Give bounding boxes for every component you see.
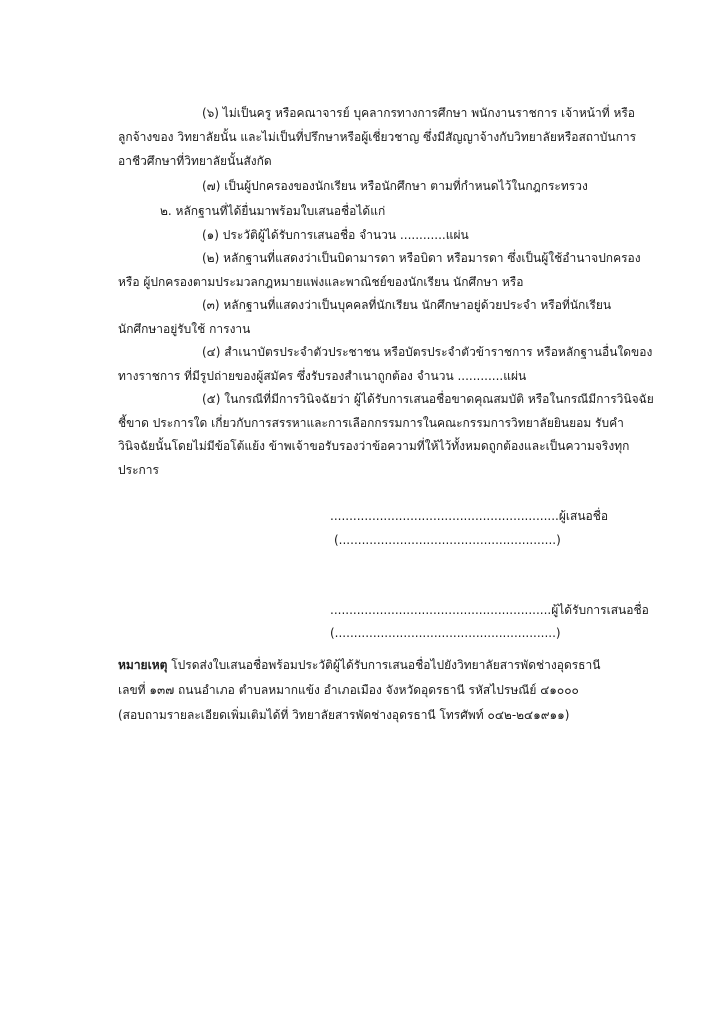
note-line-1	[118, 657, 600, 673]
evidence-item-2-line-1: (๒) หลักฐานที่แสดงว่าเป็นบิดามารดา หรือบิดา หรือมารดา ซึ่งเป็นผู้ใช้อำนาจปกครอง	[202, 251, 641, 265]
nominator-signature-line: ............................................................ผู้เสนอชื่อ	[330, 509, 609, 523]
nominee-signature-line: ..........................................................ผู้ได้รับการเสนอชื่อ	[330, 603, 649, 617]
item-6-line-2: ลูกจ้างของ วิทยาลัยนั้น และไม่เป็นที่ปรึกษาหรือผู้เชี่ยวชาญ ซึ่งมีสัญญาจ้างกับวิทยาลัยหรือสถาบันการ	[118, 130, 637, 144]
evidence-item-5-line-3: วินิจฉัยนั้นโดยไม่มีข้อโต้แย้ง ข้าพเจ้าขอรับรองว่าข้อความที่ให้ไว้ทั้งหมดถูกต้องและเป็นความจริงทุก	[118, 439, 630, 453]
note-label: หมายเหตุ	[118, 658, 168, 672]
evidence-item-1: (๑) ประวัติผู้ได้รับการเสนอชื่อ จำนวน ............แผ่น	[202, 228, 469, 242]
evidence-item-5-line-2: ชี้ขาด ประการใด เกี่ยวกับการสรรหาและการเลือกกรรมการในคณะกรรมการวิทยาลัยยินยอม รับคำ	[118, 416, 624, 430]
note-line-3: (สอบถามรายละเอียดเพิ่มเติมได้ที่ วิทยาลัยสารพัดช่างอุดรธานี โทรศัพท์ ๐๔๒-๒๔๑๙๑๑)	[118, 708, 570, 722]
evidence-item-3-line-2: นักศึกษาอยู่รับใช้ การงาน	[118, 322, 251, 336]
evidence-item-4-line-1: (๔) สำเนาบัตรประจำตัวประชาชน หรือบัตรประจำตัวข้าราชการ หรือหลักฐานอื่นใดของ	[202, 345, 653, 359]
item-6-line-1: (๖) ไม่เป็นครู หรือคณาจารย์ บุคลากรทางการศึกษา พนักงานราชการ เจ้าหน้าที่ หรือ	[202, 106, 636, 120]
item-6-line-3: อาชีวศึกษาที่วิทยาลัยนั้นสังกัด	[118, 154, 272, 168]
note-line-2: เลขที่ ๑๓๗ ถนนอำเภอ ตำบลหมากแข้ง อำเภอเมือง จังหวัดอุดรธานี รหัสไปรษณีย์ ๔๑๐๐๐	[118, 683, 579, 697]
evidence-item-2-line-2: หรือ ผู้ปกครองตามประมวลกฎหมายแพ่งและพาณิชย์ของนักเรียน นักศึกษา หรือ	[118, 275, 524, 289]
evidence-item-4-line-2: ทางราชการ ที่มีรูปถ่ายของผู้สมัคร ซึ่งรับรองสำเนาถูกต้อง จำนวน ............แผ่น	[118, 369, 527, 383]
evidence-item-5-line-1: (๕) ในกรณีที่มีการวินิจฉัยว่า ผู้ได้รับการเสนอชื่อขาดคุณสมบัติ หรือในกรณีมีการวินิจฉัย	[202, 392, 654, 406]
item-7-line: (๗) เป็นผู้ปกครองของนักเรียน หรือนักศึกษา ตามที่กำหนดไว้ในกฎกระทรวง	[202, 179, 588, 193]
evidence-item-5-line-4: ประการ	[118, 463, 159, 477]
evidence-item-3-line-1: (๓) หลักฐานที่แสดงว่าเป็นบุคคลที่นักเรียน นักศึกษาอยู่ด้วยประจำ หรือที่นักเรียน	[202, 298, 612, 312]
nominee-name-line: (..........................................................)	[330, 626, 561, 640]
note-text-1: โปรดส่งใบเสนอชื่อพร้อมประวัติผู้ได้รับการเสนอชื่อไปยังวิทยาลัยสารพัดช่างอุดรธานี	[167, 658, 601, 672]
section-2-heading: ๒. หลักฐานที่ได้ยื่นมาพร้อมใบเสนอชื่อได้แก่	[160, 204, 386, 218]
nominator-name-line: (.........................................................)	[334, 533, 561, 547]
